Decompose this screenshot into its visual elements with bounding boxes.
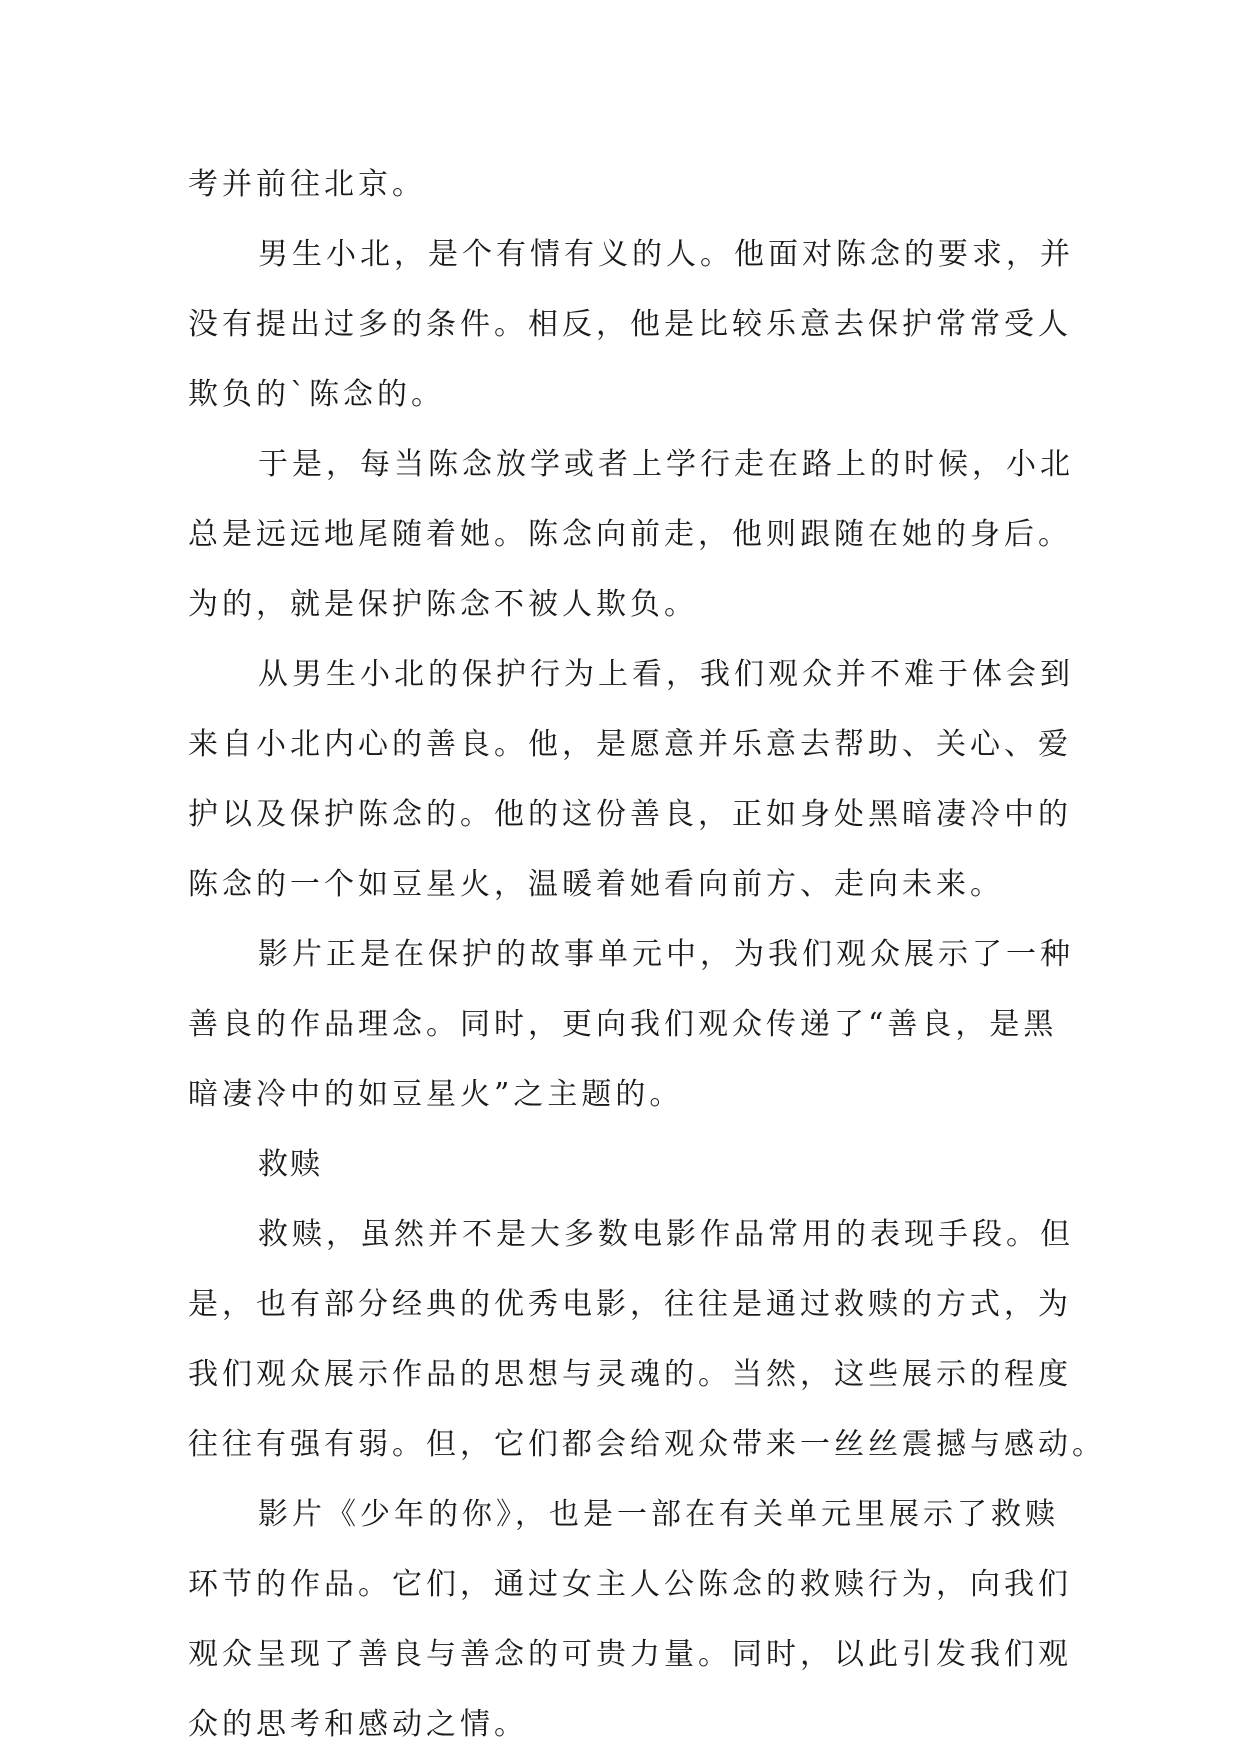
text-line: 没有提出过多的条件。相反，他是比较乐意去保护常常受人: [188, 307, 1072, 342]
text-line: 善良的作品理念。同时，更向我们观众传递了“善良，是黑: [188, 1007, 1058, 1042]
text-line: 我们观众展示作品的思想与灵魂的。当然，这些展示的程度: [188, 1357, 1072, 1392]
text-line: 是，也有部分经典的优秀电影，往往是通过救赎的方式，为: [188, 1287, 1072, 1322]
text-line: 欺负的`陈念的。: [188, 377, 445, 412]
text-line: 考并前往北京。: [188, 167, 426, 202]
text-line: 护以及保护陈念的。他的这份善良，正如身处黑暗凄冷中的: [188, 797, 1072, 832]
text-line: 暗凄冷中的如豆星火”之主题的。: [188, 1077, 684, 1112]
section-heading: 救赎: [258, 1147, 322, 1182]
paragraph-start-line: 影片正是在保护的故事单元中，为我们观众展示了一种: [258, 937, 1074, 972]
paragraph-start-line: 救赎，虽然并不是大多数电影作品常用的表现手段。但: [258, 1217, 1074, 1252]
text-line: 来自小北内心的善良。他，是愿意并乐意去帮助、关心、爱: [188, 727, 1072, 762]
text-line: 陈念的一个如豆星火，温暖着她看向前方、走向未来。: [188, 867, 1004, 902]
paragraph-start-line: 男生小北，是个有情有义的人。他面对陈念的要求，并: [258, 237, 1074, 272]
text-line: 环节的作品。它们，通过女主人公陈念的救赎行为，向我们: [188, 1567, 1072, 1602]
text-line: 往往有强有弱。但，它们都会给观众带来一丝丝震撼与感动。: [188, 1427, 1106, 1462]
text-line: 观众呈现了善良与善念的可贵力量。同时，以此引发我们观: [188, 1637, 1072, 1672]
paragraph-start-line: 从男生小北的保护行为上看，我们观众并不难于体会到: [258, 657, 1074, 692]
text-line: 众的思考和感动之情。: [188, 1707, 528, 1742]
text-line: 为的，就是保护陈念不被人欺负。: [188, 587, 698, 622]
paragraph-start-line: 影片《少年的你》，也是一部在有关单元里展示了救赎: [258, 1497, 1059, 1532]
text-line: 总是远远地尾随着她。陈念向前走，他则跟随在她的身后。: [188, 517, 1072, 552]
paragraph-start-line: 于是，每当陈念放学或者上学行走在路上的时候，小北: [258, 447, 1074, 482]
